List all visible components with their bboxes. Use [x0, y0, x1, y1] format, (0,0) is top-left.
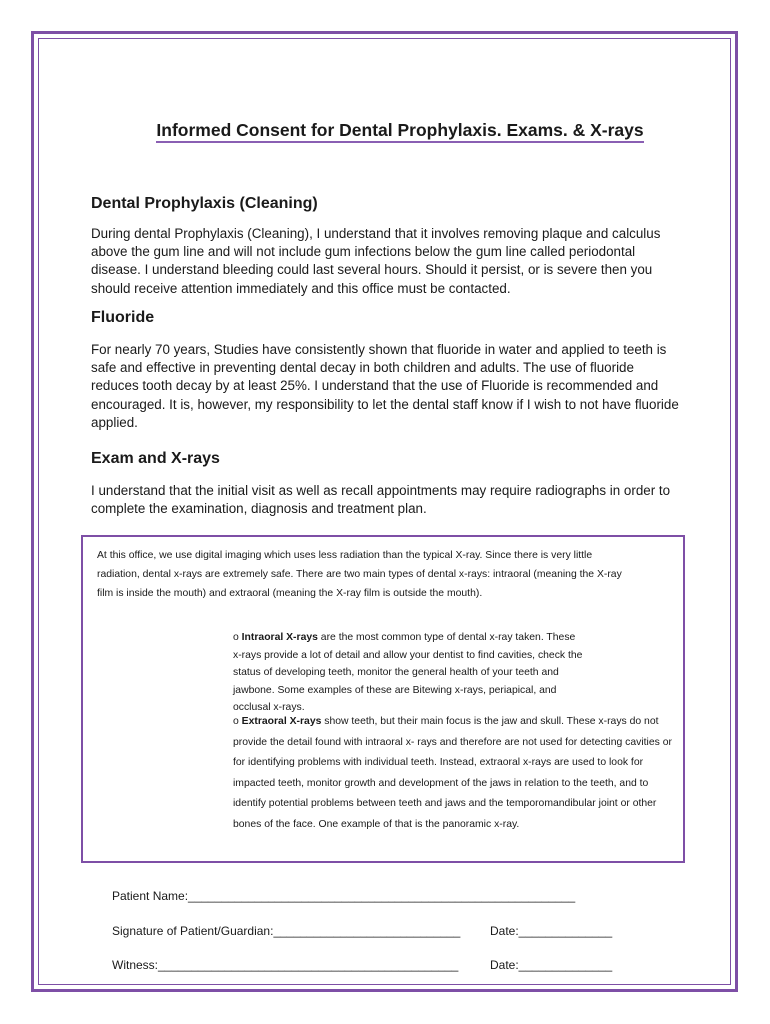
- intraoral-term: Intraoral X-rays: [241, 632, 318, 643]
- paragraph-exam-xrays: I understand that the initial visit as well as recall appointments may require radiographs in order to complete the examination, diagnosis and treatment plan.: [91, 483, 671, 517]
- bullet: o: [233, 632, 239, 643]
- bullet: o: [233, 716, 239, 727]
- intraoral-text: are the most common type of dental x-ray taken. These x-rays provide a lot of detail and allow your dentist to find cavities, check the status of developing teeth, monitor the general health of your teeth and jawbone. Some examples of these are Bitewing x-rays, periapical, and occlusal x-rays.: [233, 632, 583, 713]
- witness-field[interactable]: Witness:_____________________________________________: [112, 958, 459, 972]
- heading-exam-xrays: Exam and X-rays: [91, 450, 220, 467]
- extraoral-xrays-item: [233, 712, 673, 836]
- date-field-witness[interactable]: Date:______________: [490, 958, 613, 972]
- intraoral-xrays-item: [233, 629, 583, 717]
- xray-info-box: [81, 535, 685, 863]
- heading-fluoride: Fluoride: [91, 309, 155, 326]
- paragraph-prophylaxis: During dental Prophylaxis (Cleaning), I understand that it involves removing plaque and calculus above the gum line and will not include gum infections below the gum line called periodontal disease. I understand bleeding could last several hours. Should it persist, or is severe then you should receive attention immediately and this office must be contacted.: [91, 226, 661, 296]
- paragraph-fluoride: For nearly 70 years, Studies have consistently shown that fluoride in water and applied to teeth is safe and effective in preventing dental decay in both children and adults. The use of fluoride reduces tooth decay by at least 25%. I understand that the use of Fluoride is recommended and encouraged. It is, however, my responsibility to let the dental staff know if I wish to not have fluoride applied.: [91, 342, 679, 430]
- patient-name-field[interactable]: Patient Name:__________________________________________________________: [112, 889, 576, 903]
- extraoral-text: show teeth, but their main focus is the jaw and skull. These x-rays do not provide the detail found with intraoral x- rays and therefore are not used for detecting cavities or for identifying problems with individual teeth. Instead, extraoral x-rays are used to look for impacted teeth, monitor growth and development of the jaws in relation to the teeth, and to identify potential problems between teeth and jaws and the temporomandibular joint or other bones of the face. One example of that is the panoramic x-ray.: [233, 716, 672, 830]
- date-field-signature[interactable]: Date:______________: [490, 924, 613, 938]
- document-title: Informed Consent for Dental Prophylaxis. Exams. & X-rays: [90, 120, 710, 141]
- xray-intro-text: At this office, we use digital imaging which uses less radiation than the typical X-ray. Since there is very little radiation, dental x-rays are extremely safe. There are two main types of dental x-rays: intraoral (meaning the X-ray film is inside the mouth) and extraoral (meaning the X-ray film is outside the mouth).: [97, 550, 622, 599]
- extraoral-term: Extraoral X-rays: [241, 716, 322, 727]
- heading-prophylaxis: Dental Prophylaxis (Cleaning): [91, 195, 318, 212]
- signature-field[interactable]: Signature of Patient/Guardian:____________________________: [112, 924, 461, 938]
